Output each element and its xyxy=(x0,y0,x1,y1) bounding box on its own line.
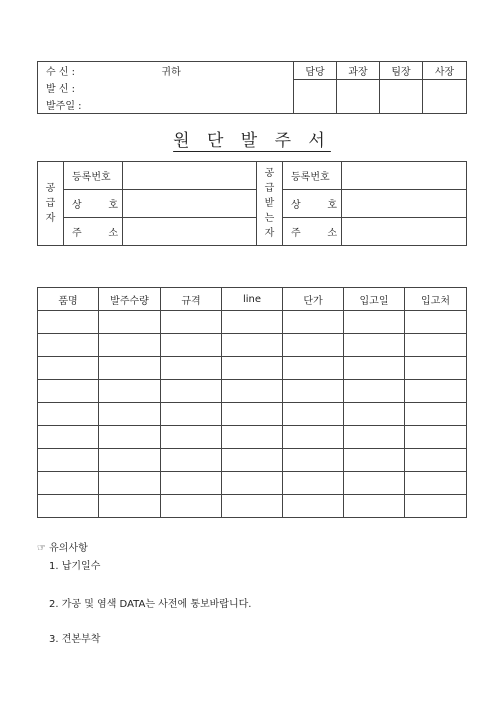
col-header-dest: 입고처 xyxy=(405,288,467,311)
table-row xyxy=(38,357,467,380)
table-cell[interactable] xyxy=(161,311,222,334)
receiver-addr-field[interactable] xyxy=(342,218,467,246)
page-title: 원 단 발 주 서 xyxy=(173,131,331,151)
supplier-reg-label: 등록번호 xyxy=(64,162,123,190)
supplier-name-label: 상 호 xyxy=(64,190,123,218)
table-cell[interactable] xyxy=(344,495,405,518)
col-header-spec: 규격 xyxy=(161,288,222,311)
table-row xyxy=(38,311,467,334)
order-date-row xyxy=(38,96,294,114)
table-cell[interactable] xyxy=(283,472,344,495)
sender-label: 발 신 : xyxy=(46,84,76,95)
table-cell[interactable] xyxy=(222,495,283,518)
table-cell[interactable] xyxy=(283,449,344,472)
table-cell[interactable] xyxy=(283,357,344,380)
table-cell[interactable] xyxy=(161,472,222,495)
table-cell[interactable] xyxy=(344,426,405,449)
table-cell[interactable] xyxy=(99,357,161,380)
table-cell[interactable] xyxy=(344,311,405,334)
table-cell[interactable] xyxy=(222,357,283,380)
party-table xyxy=(37,161,467,246)
order-date-label: 발주일 : xyxy=(46,101,82,112)
table-cell[interactable] xyxy=(161,334,222,357)
col-header-line: line xyxy=(222,288,283,311)
table-cell[interactable] xyxy=(405,380,467,403)
approval-head-1: 담당 xyxy=(294,62,337,80)
table-cell[interactable] xyxy=(38,334,99,357)
table-cell[interactable] xyxy=(38,357,99,380)
recipient-row xyxy=(38,62,294,80)
receiver-name-field[interactable] xyxy=(342,190,467,218)
receiver-reg-field[interactable] xyxy=(342,162,467,190)
col-header-price: 단가 xyxy=(283,288,344,311)
table-cell[interactable] xyxy=(99,472,161,495)
table-cell[interactable] xyxy=(222,334,283,357)
table-cell[interactable] xyxy=(222,380,283,403)
supplier-reg-field[interactable] xyxy=(123,162,257,190)
table-cell[interactable] xyxy=(99,495,161,518)
note-item-2: 2. 가공 및 염색 DATA는 사전에 통보바랍니다. xyxy=(49,599,252,610)
note-item-3: 3. 견본부착 xyxy=(49,634,101,645)
approval-sign-1[interactable] xyxy=(294,79,337,114)
table-cell[interactable] xyxy=(405,449,467,472)
table-cell[interactable] xyxy=(405,495,467,518)
table-cell[interactable] xyxy=(222,311,283,334)
table-cell[interactable] xyxy=(283,403,344,426)
table-cell[interactable] xyxy=(161,403,222,426)
approval-head-2: 과장 xyxy=(337,62,380,80)
recipient-value: 귀하 xyxy=(161,67,181,78)
table-cell[interactable] xyxy=(344,472,405,495)
table-cell[interactable] xyxy=(405,403,467,426)
table-cell[interactable] xyxy=(161,495,222,518)
table-row xyxy=(38,495,467,518)
table-cell[interactable] xyxy=(222,449,283,472)
table-cell[interactable] xyxy=(38,426,99,449)
supplier-addr-label: 주 소 xyxy=(64,218,123,246)
table-cell[interactable] xyxy=(38,449,99,472)
approval-sign-2[interactable] xyxy=(337,79,380,114)
col-header-date: 입고일 xyxy=(344,288,405,311)
table-row xyxy=(38,403,467,426)
col-header-item: 품명 xyxy=(38,288,99,311)
notes-heading: ☞ 유의사항 xyxy=(37,543,88,554)
supplier-side-label: 공 급 자 xyxy=(38,162,64,246)
items-table xyxy=(37,287,467,518)
table-row xyxy=(38,380,467,403)
table-cell[interactable] xyxy=(344,449,405,472)
table-cell[interactable] xyxy=(38,472,99,495)
receiver-side-label: 공 급 받 는 자 xyxy=(257,162,283,246)
table-row xyxy=(38,472,467,495)
receiver-reg-label: 등록번호 xyxy=(283,162,342,190)
col-header-qty: 발주수량 xyxy=(99,288,161,311)
table-cell[interactable] xyxy=(161,449,222,472)
table-cell[interactable] xyxy=(99,311,161,334)
receiver-addr-label: 주 소 xyxy=(283,218,342,246)
table-cell[interactable] xyxy=(405,426,467,449)
table-cell[interactable] xyxy=(222,403,283,426)
supplier-name-field[interactable] xyxy=(123,190,257,218)
table-cell[interactable] xyxy=(99,449,161,472)
notes-section xyxy=(37,539,252,645)
table-cell[interactable] xyxy=(99,334,161,357)
table-cell[interactable] xyxy=(38,495,99,518)
table-cell[interactable] xyxy=(405,311,467,334)
table-cell[interactable] xyxy=(222,426,283,449)
table-cell[interactable] xyxy=(405,334,467,357)
table-cell[interactable] xyxy=(38,403,99,426)
table-cell[interactable] xyxy=(405,472,467,495)
recipient-label: 수 신 : xyxy=(46,67,76,78)
table-cell[interactable] xyxy=(344,357,405,380)
table-cell[interactable] xyxy=(38,380,99,403)
table-cell[interactable] xyxy=(405,357,467,380)
approval-head-3: 팀장 xyxy=(380,62,423,80)
approval-sign-4[interactable] xyxy=(423,79,467,114)
table-cell[interactable] xyxy=(283,495,344,518)
table-cell[interactable] xyxy=(283,334,344,357)
table-row xyxy=(38,426,467,449)
table-cell[interactable] xyxy=(161,426,222,449)
table-cell[interactable] xyxy=(161,380,222,403)
table-cell[interactable] xyxy=(344,380,405,403)
approval-head-4: 사장 xyxy=(423,62,467,80)
approval-sign-3[interactable] xyxy=(380,79,423,114)
table-cell[interactable] xyxy=(344,334,405,357)
table-row xyxy=(38,334,467,357)
table-cell[interactable] xyxy=(99,426,161,449)
supplier-addr-field[interactable] xyxy=(123,218,257,246)
header-table xyxy=(37,61,467,114)
table-cell[interactable] xyxy=(283,426,344,449)
table-cell[interactable] xyxy=(222,472,283,495)
sender-row xyxy=(38,79,294,96)
table-cell[interactable] xyxy=(283,380,344,403)
note-item-1: 1. 납기일수 xyxy=(49,561,101,572)
table-cell[interactable] xyxy=(344,403,405,426)
table-cell[interactable] xyxy=(161,357,222,380)
receiver-name-label: 상 호 xyxy=(283,190,342,218)
table-cell[interactable] xyxy=(283,311,344,334)
table-cell[interactable] xyxy=(99,403,161,426)
table-row xyxy=(38,449,467,472)
table-cell[interactable] xyxy=(99,380,161,403)
table-cell[interactable] xyxy=(38,311,99,334)
items-header-row xyxy=(38,288,467,311)
